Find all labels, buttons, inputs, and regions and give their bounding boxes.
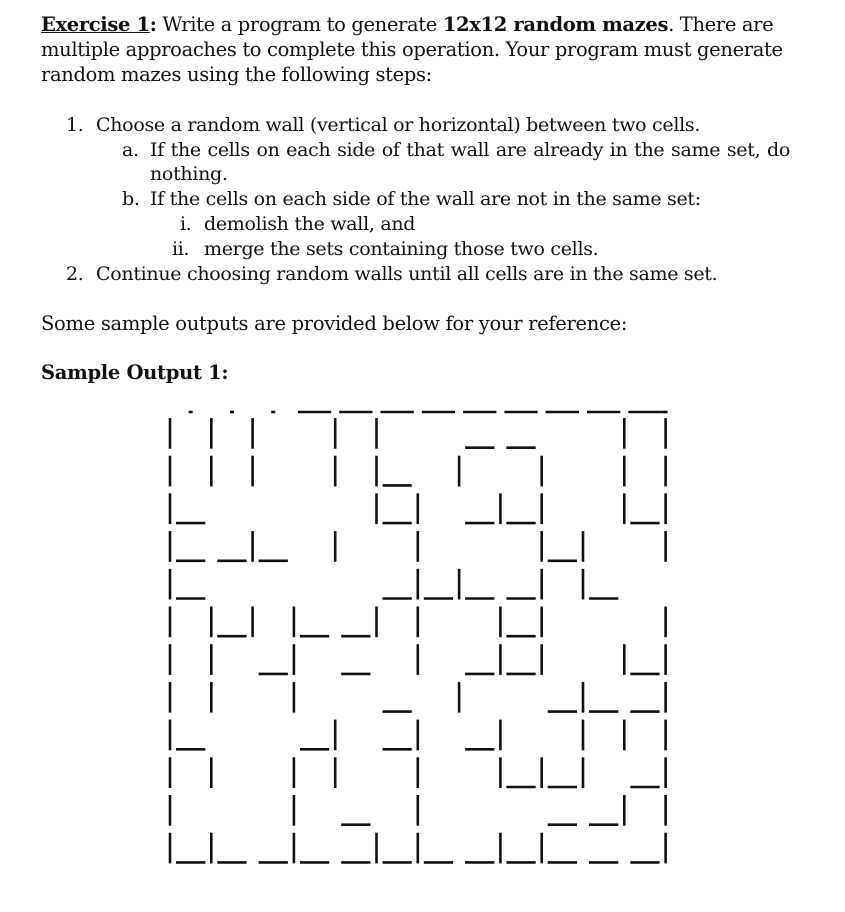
intro-bold-text: 12x12 random mazes [442, 13, 669, 36]
step-number: 1. [66, 114, 84, 136]
step-text: demolish the wall, and [204, 213, 416, 235]
step-number: ii. [172, 238, 190, 260]
intro-text-a: Write a program to generate [156, 13, 443, 36]
reference-text: Some sample outputs are provided below for your reference: [41, 312, 628, 335]
step-number: i. [180, 213, 192, 235]
intro-text-b: . There are multiple approaches to complete this operation. Your program must generate random mazes using the following steps: [41, 13, 783, 86]
step-number: 2. [66, 263, 84, 285]
step-text: merge the sets containing those two cells. [204, 238, 599, 260]
step-text: Choose a random wall (vertical or horizontal) between two cells. [96, 114, 701, 136]
step-text: If the cells on each side of the wall are not in the same set: [150, 188, 701, 210]
step-text-continued: nothing. [150, 163, 228, 185]
step-text: Continue choosing random walls until all cells are in the same set. [96, 263, 718, 285]
step-number: a. [122, 139, 139, 161]
sample-output-label: Sample Output 1: [41, 361, 229, 384]
exercise-heading: Exercise 1 [41, 13, 150, 36]
heading-colon: : [149, 13, 157, 36]
step-number: b. [122, 188, 140, 210]
step-text: If the cells on each side of that wall are already in the same set, do [150, 139, 790, 161]
